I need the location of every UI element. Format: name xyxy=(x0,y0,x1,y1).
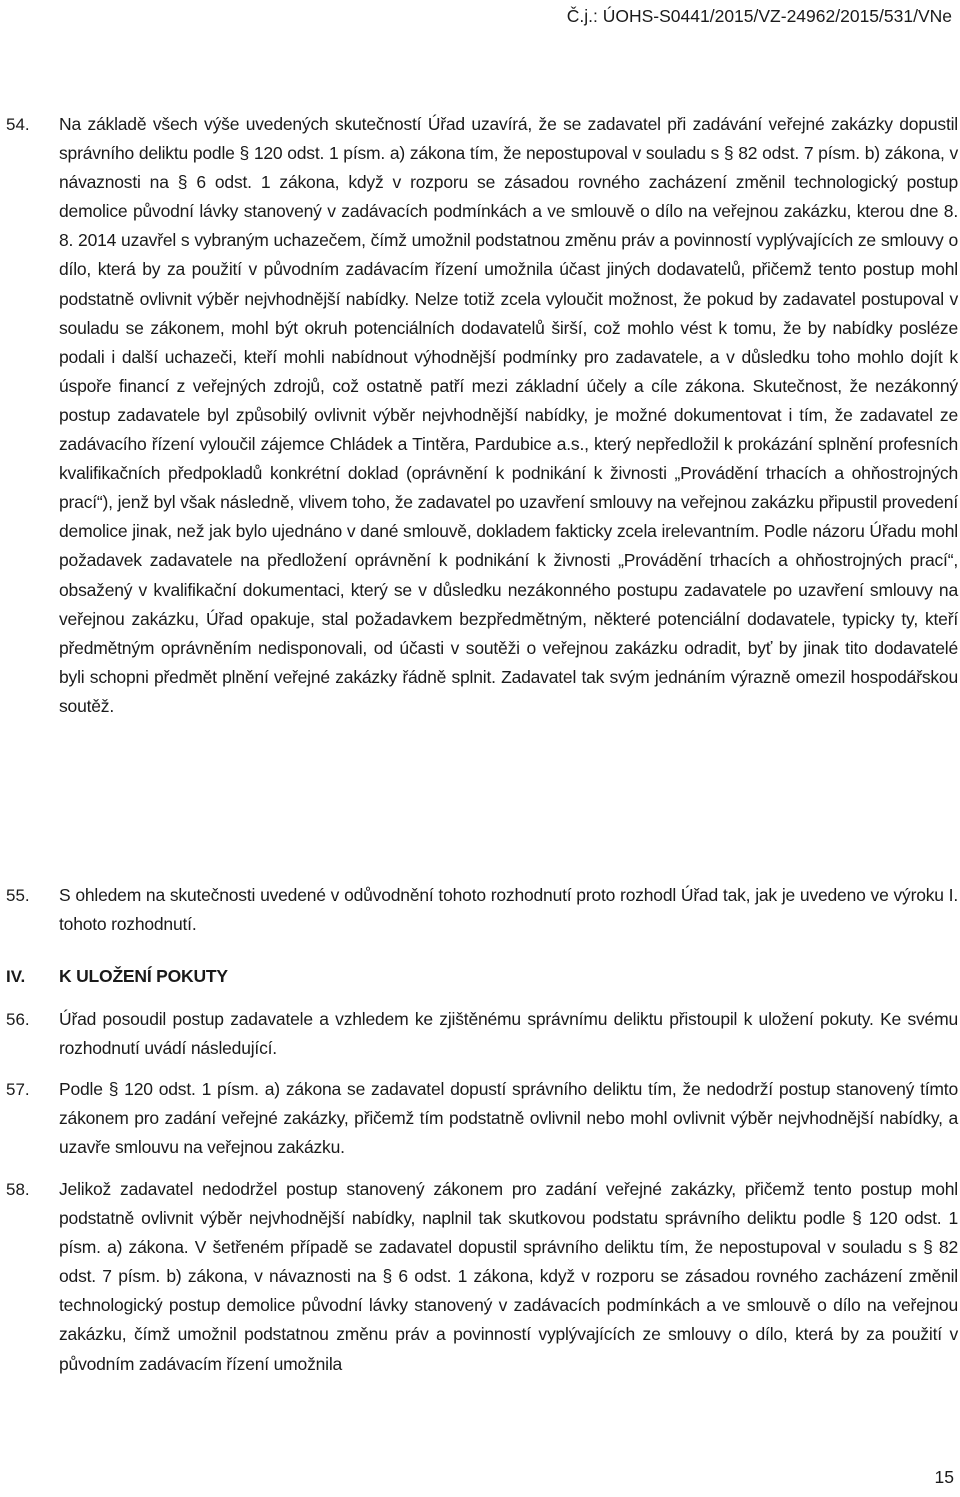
paragraph-54 xyxy=(0,110,960,721)
paragraph-text: Úřad posoudil postup zadavatele a vzhledem ke zjištěnému správnímu deliktu přistoupil k uložení pokuty. Ke svému rozhodnutí uvádí následující. xyxy=(59,1009,958,1059)
paragraph-number: 57. xyxy=(6,1080,30,1099)
paragraph-57 xyxy=(0,1075,960,1162)
paragraph-55 xyxy=(0,881,960,939)
paragraph-number: 58. xyxy=(6,1180,30,1199)
paragraph-text: Na základě všech výše uvedených skutečností Úřad uzavírá, že se zadavatel při zadávání veřejné zakázky dopustil správního deliktu podle § 120 odst. 1 písm. a) zákona tím, že nepostupoval v souladu s § 82 odst. 7 písm. b) zákona, v návaznosti na § 6 odst. 1 zákona, když v rozporu se zásadou rovného zacházení změnil technologický postup demolice původní lávky stanovený v zadávacích podmínkách a ve smlouvě o dílo na veřejnou zakázku, kterou dne 8. 8. 2014 uzavřel s vybraným uchazečem, čímž umožnil podstatnou změnu práv a povinností vyplývajících ze smlouvy o dílo, která by za použití v původním zadávacím řízení umožnila účast jiných dodavatelů, přičemž tento postup mohl podstatně ovlivnit výběr nejvhodnější nabídky. Nelze totiž zcela vyloučit možnost, že pokud by zadavatel postupoval v souladu se zákonem, mohl být okruh potenciálních dodavatelů širší, což mohlo vést k tomu, že by nabídky posléze podali i další uchazeči, kteří mohli nabídnout výhodnější podmínky pro zadavatele, a v důsledku toho mohlo dojít k úspoře financí z veřejných zdrojů, což ostatně patří mezi základní účely a cíle zákona. Skutečnost, že nezákonný postup zadavatele byl způsobilý ovlivnit výběr nejvhodnější nabídky, je možné dokumentovat i tím, že zadavatel ze zadávacího řízení vyloučil zájemce Chládek a Tintěra, Pardubice a.s., který nepředložil k prokázání splnění profesních kvalifikačních předpokladů konkrétní doklad (oprávnění k podnikání k živnosti „Provádění trhacích a ohňostrojných prací“), jenž byl však následně, vlivem toho, že zadavatel po uzavření smlouvy na veřejnou zakázku připustil provedení demolice jinak, než jak bylo ujednáno v dané smlouvě, dokladem fakticky zcela irelevantním. Podle názoru Úřadu mohl požadavek zadavatele na předložení oprávnění k podnikání k živnosti „Provádění trhacích a ohňostrojných prací“, obsažený v kvalifikační dokumentaci, který se v důsledku nezákonného postupu zadavatele po uzavření smlouvy na veřejnou zakázku, Úřad opakuje, stal požadavkem bezpředmětným, některé potenciální dodavatele, typicky ty, kteří předmětným oprávněním nedisponovali, od účasti v soutěži o veřejnou zakázku odradit, byť by jinak tito dodavatelé byli schopni předmět plnění veřejné zakázky řádně splnit. Zadavatel tak svým jednáním výrazně omezil hospodářskou soutěž. xyxy=(59,114,958,716)
paragraph-56 xyxy=(0,1005,960,1063)
section-title: K ULOŽENÍ POKUTY xyxy=(59,966,228,986)
paragraph-number: 55. xyxy=(6,886,30,905)
paragraph-number: 54. xyxy=(6,115,30,134)
paragraph-text: S ohledem na skutečnosti uvedené v odůvodnění tohoto rozhodnutí proto rozhodl Úřad tak, jak je uvedeno ve výroku I. tohoto rozhodnutí. xyxy=(59,885,958,935)
page-number: 15 xyxy=(934,1467,954,1487)
paragraph-58 xyxy=(0,1175,960,1379)
document-reference: Č.j.: ÚOHS-S0441/2015/VZ-24962/2015/531/VNe xyxy=(566,6,952,26)
paragraph-number: 56. xyxy=(6,1010,30,1029)
section-heading-iv xyxy=(0,962,960,991)
paragraph-text: Jelikož zadavatel nedodržel postup stanovený zákonem pro zadání veřejné zakázky, přičemž tento postup mohl podstatně ovlivnit výběr nejvhodnější nabídky, naplnil tak skutkovou podstatu správního deliktu podle § 120 odst. 1 písm. a) zákona. V šetřeném případě se zadavatel dopustil správního deliktu tím, že nepostupoval v souladu s § 82 odst. 7 písm. b) zákona, v návaznosti na § 6 odst. 1 zákona, když v rozporu se zásadou rovného zacházení změnil technologický postup demolice původní lávky stanovený v zadávacích podmínkách a ve smlouvě o dílo na veřejnou zakázku, čímž umožnil podstatnou změnu práv a povinností vyplývajících ze smlouvy o dílo, která by za použití v původním zadávacím řízení umožnila xyxy=(59,1179,958,1374)
section-number: IV. xyxy=(6,967,26,986)
paragraph-text: Podle § 120 odst. 1 písm. a) zákona se zadavatel dopustí správního deliktu tím, že nedodrží postup stanovený tímto zákonem pro zadání veřejné zakázky, přičemž tím podstatně ovlivnil nebo mohl ovlivnit výběr nejvhodnější nabídky, a uzavře smlouvu na veřejnou zakázku. xyxy=(59,1079,958,1158)
